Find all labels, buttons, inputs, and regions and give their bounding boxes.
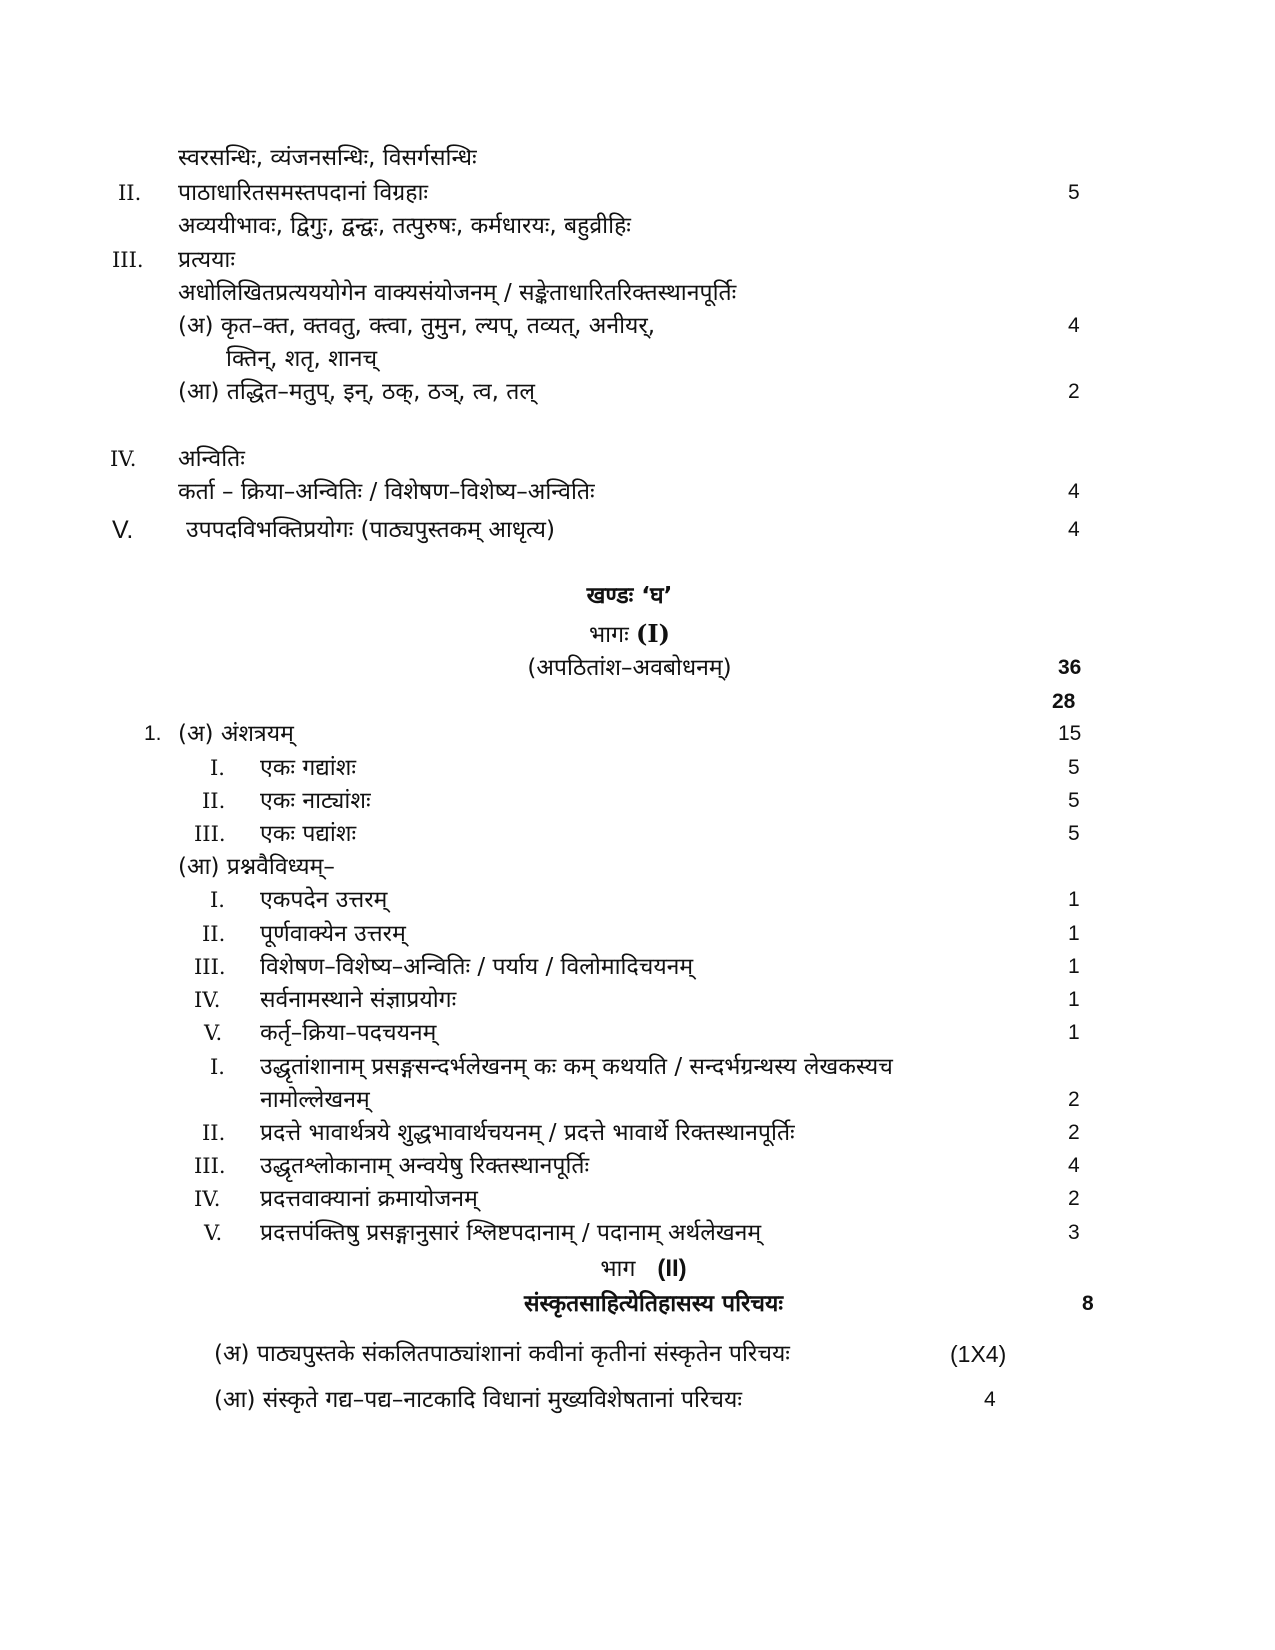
- item-number: I.: [210, 756, 225, 780]
- marks: 2: [1068, 1088, 1080, 1111]
- list-item: [0, 882, 1275, 918]
- samasa-types: अव्ययीभावः, द्विगुः, द्वन्द्वः, तत्पुरुषः, कर्मधारयः, बहुव्रीहिः: [178, 213, 631, 239]
- bhaga-2-number: (II): [657, 1255, 687, 1282]
- section-title: उपपदविभक्तिप्रयोगः (पाठ्यपुस्तकम् आधृत्य): [186, 517, 555, 543]
- section-title: पाठाधारितसमस्तपदानां विग्रहाः: [178, 180, 429, 206]
- marks: 2: [1068, 380, 1080, 403]
- marks: 1: [1068, 955, 1080, 978]
- item-number: II.: [202, 789, 226, 813]
- marks: 4: [984, 1388, 996, 1411]
- bhaga-2-title: संस्कृतसाहित्येतिहासस्य परिचयः: [523, 1291, 784, 1317]
- list-item: [0, 1181, 1275, 1217]
- item-number: IV.: [194, 988, 221, 1012]
- krit-suffixes-cont: क्तिन्, शतृ, शानच्: [226, 346, 378, 372]
- bhaga-2-b-row: [0, 1382, 1275, 1418]
- sandhi-line: [0, 140, 1275, 176]
- bhaga-2-a-text: (अ) पाठ्यपुस्तके संकलितपाठ्यांशानां कवीनां कृतीनां संस्कृतेन परिचयः: [214, 1341, 790, 1367]
- item-number: II.: [202, 1121, 226, 1145]
- list-item: [0, 1115, 1275, 1151]
- list-item-cont: [0, 1082, 1275, 1118]
- section-number: V.: [112, 516, 134, 544]
- item-text-cont: नामोल्लेखनम्: [260, 1087, 370, 1113]
- list-item: [0, 949, 1275, 985]
- bhaga-2-marks: 8: [1082, 1292, 1094, 1315]
- krit-suffixes: (अ) कृत–क्त, क्तवतु, क्त्वा, तुमुन, ल्यप्, तव्यत्, अनीयर्,: [178, 313, 656, 339]
- section-detail: अधोलिखितप्रत्यययोगेन वाक्यसंयोजनम् / सङ्केताधारितरिक्तस्थानपूर्तिः: [178, 280, 737, 306]
- khanda-title: खण्डः ‘घ’: [586, 583, 673, 609]
- list-item: [0, 916, 1275, 952]
- marks: 5: [1068, 789, 1080, 812]
- question-number: 1.: [144, 722, 162, 745]
- q1-b-title: (आ) प्रश्नवैविध्यम्–: [178, 854, 335, 880]
- item-number: IV.: [194, 1187, 221, 1211]
- item-text: प्रदत्तपंक्तिषु प्रसङ्गानुसारं श्लिष्टपदानाम् / पदानाम् अर्थलेखनम्: [260, 1220, 762, 1246]
- marks: 2: [1068, 1121, 1080, 1144]
- section-4-detail: [0, 474, 1275, 510]
- bhaga-1-number: (I): [636, 619, 670, 648]
- subtotal-row: [0, 684, 1275, 720]
- item-text: विशेषण–विशेष्य–अन्वितिः / पर्याय / विलोमादिचयनम्: [260, 954, 694, 980]
- item-text: पूर्णवाक्येन उत्तरम्: [260, 921, 406, 947]
- bhaga-1-marks: 36: [1058, 656, 1082, 679]
- marks: 3: [1068, 1221, 1080, 1244]
- section-number: IV.: [110, 447, 137, 471]
- section-3-detail: [0, 275, 1275, 311]
- bhaga-2-a-row: [0, 1336, 1275, 1372]
- taddhit-line: [0, 374, 1275, 410]
- marks: 4: [1068, 480, 1080, 503]
- list-item: [0, 1015, 1275, 1051]
- bhaga-1-row: [0, 616, 1275, 652]
- list-item: [0, 783, 1275, 819]
- section-5-heading: [0, 512, 1275, 548]
- bhaga-2-row: [0, 1251, 1275, 1287]
- list-item: [0, 750, 1275, 786]
- marks: 5: [1068, 822, 1080, 845]
- marks: 15: [1058, 722, 1082, 745]
- bhaga-2-title-row: [0, 1286, 1275, 1322]
- item-text: उद्धृतश्लोकानाम् अन्वयेषु रिक्तस्थानपूर्तिः: [260, 1153, 590, 1179]
- marks: 1: [1068, 988, 1080, 1011]
- section-title: प्रत्ययाः: [178, 247, 236, 273]
- item-number: III.: [194, 1154, 226, 1178]
- q1-b-heading: [0, 849, 1275, 885]
- item-number: V.: [204, 1221, 223, 1245]
- marks: (1X4): [950, 1341, 1007, 1367]
- marks: 1: [1068, 1021, 1080, 1044]
- section-detail: कर्ता – क्रिया–अन्वितिः / विशेषण–विशेष्य–अन्वितिः: [178, 479, 595, 505]
- q1-a-title: (अ) अंशत्रयम्: [178, 721, 294, 747]
- item-number: III.: [194, 955, 226, 979]
- item-text: सर्वनामस्थाने संज्ञाप्रयोगः: [260, 987, 457, 1013]
- marks: 1: [1068, 922, 1080, 945]
- taddhit-suffixes: (आ) तद्धित–मतुप्, इन्, ठक्, ठञ्, त्व, तल्: [178, 379, 535, 405]
- marks: 1: [1068, 888, 1080, 911]
- section-title: अन्वितिः: [178, 446, 245, 472]
- marks: 2: [1068, 1187, 1080, 1210]
- q1-a-heading: [0, 716, 1275, 752]
- item-number: I.: [210, 888, 225, 912]
- bhaga-1-subtitle: (अपठितांश–अवबोधनम्): [527, 655, 732, 681]
- krit-line: [0, 308, 1275, 344]
- bhaga-1-heading: [0, 616, 1267, 653]
- item-number: I.: [210, 1055, 225, 1079]
- sandhi-types: स्वरसन्धिः, व्यंजनसन्धिः, विसर्गसन्धिः: [178, 145, 477, 171]
- bhaga-1-sub-row: [0, 650, 1275, 686]
- item-number: II.: [202, 922, 226, 946]
- marks: 5: [1068, 181, 1080, 204]
- list-item: [0, 1215, 1275, 1251]
- item-number: V.: [204, 1021, 223, 1045]
- marks: 4: [1068, 314, 1080, 337]
- item-text: प्रदत्तवाक्यानां क्रमायोजनम्: [260, 1186, 478, 1212]
- item-text: उद्धृतांशानाम् प्रसङ्गसन्दर्भलेखनम् कः कम् कथयति / सन्दर्भग्रन्थस्य लेखकस्यच: [260, 1054, 893, 1080]
- bhaga-2-heading: [6, 1251, 1275, 1287]
- section-3-heading: [0, 242, 1275, 278]
- subtotal-marks: 28: [1052, 690, 1076, 713]
- section-number: II.: [118, 181, 142, 205]
- list-item: [0, 1049, 1275, 1085]
- section-2-detail: [0, 208, 1275, 244]
- list-item: [0, 1148, 1275, 1184]
- item-text: प्रदत्ते भावार्थत्रये शुद्धभावार्थचयनम् / प्रदत्ते भावार्थे रिक्तस्थानपूर्तिः: [260, 1120, 795, 1146]
- bhaga-2-prefix: भाग: [600, 1256, 636, 1282]
- krit-line-2: [0, 341, 1275, 377]
- item-text: एकः गद्यांशः: [260, 755, 357, 781]
- item-text: एकपदेन उत्तरम्: [260, 887, 388, 913]
- khanda-title-row: [0, 578, 1275, 614]
- section-number: III.: [112, 248, 144, 272]
- item-text: कर्तृ–क्रिया–पदचयनम्: [260, 1020, 437, 1046]
- list-item: [0, 816, 1275, 852]
- marks: 5: [1068, 756, 1080, 779]
- marks: 4: [1068, 518, 1080, 541]
- section-2-heading: [0, 175, 1275, 211]
- item-text: एकः पद्यांशः: [260, 821, 357, 847]
- list-item: [0, 982, 1275, 1018]
- item-text: एकः नाट्यांशः: [260, 788, 371, 814]
- item-number: III.: [194, 822, 226, 846]
- bhaga-2-b-text: (आ) संस्कृते गद्य–पद्य–नाटकादि विधानां मुख्यविशेषतानां परिचयः: [214, 1387, 742, 1413]
- marks: 4: [1068, 1154, 1080, 1177]
- bhaga-1-prefix: भागः: [589, 622, 629, 648]
- section-4-heading: [0, 441, 1275, 477]
